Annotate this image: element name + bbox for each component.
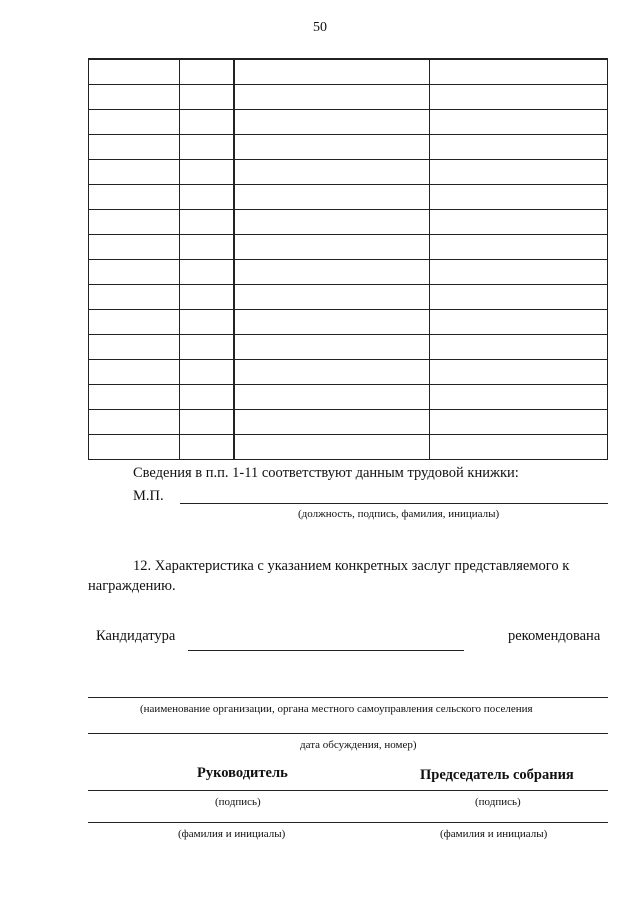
table-cell <box>430 135 608 160</box>
organization-line <box>88 697 608 698</box>
table-cell <box>180 59 234 85</box>
table-cell <box>180 110 234 135</box>
table-cell <box>430 285 608 310</box>
table-cell <box>234 210 430 235</box>
item12-line2: награждению. <box>88 578 176 594</box>
head-title: Руководитель <box>197 765 288 781</box>
table-row <box>89 235 608 260</box>
table-cell <box>234 360 430 385</box>
table-row <box>89 160 608 185</box>
table-cell <box>430 235 608 260</box>
table-cell <box>430 260 608 285</box>
table-cell <box>180 435 234 460</box>
table-cell <box>180 285 234 310</box>
table-cell <box>180 410 234 435</box>
chair-title: Председатель собрания <box>420 767 574 783</box>
table-row <box>89 85 608 110</box>
table-cell <box>234 85 430 110</box>
table-cell <box>89 435 180 460</box>
table-cell <box>234 235 430 260</box>
table-cell <box>234 160 430 185</box>
signature-caption: (должность, подпись, фамилия, инициалы) <box>298 508 500 520</box>
date-caption: дата обсуждения, номер) <box>300 739 417 751</box>
table-cell <box>234 59 430 85</box>
table-cell <box>180 185 234 210</box>
table-cell <box>430 435 608 460</box>
table-cell <box>89 85 180 110</box>
table-row <box>89 385 608 410</box>
table-cell <box>89 285 180 310</box>
table-cell <box>89 235 180 260</box>
table-cell <box>180 260 234 285</box>
table-row <box>89 335 608 360</box>
table-row <box>89 360 608 385</box>
table-cell <box>180 385 234 410</box>
table-cell <box>180 160 234 185</box>
table-cell <box>180 335 234 360</box>
table-cell <box>430 59 608 85</box>
chair-name-caption: (фамилия и инициалы) <box>440 828 548 840</box>
table-cell <box>180 135 234 160</box>
table-cell <box>89 260 180 285</box>
table-cell <box>430 360 608 385</box>
table-cell <box>234 185 430 210</box>
table-cell <box>89 385 180 410</box>
table-cell <box>89 59 180 85</box>
table-cell <box>89 185 180 210</box>
table-cell <box>234 110 430 135</box>
page-number: 50 <box>313 20 327 35</box>
candidacy-name-line <box>188 650 464 651</box>
chair-sign-caption: (подпись) <box>475 796 521 808</box>
labor-book-statement: Сведения в п.п. 1-11 соответствуют данным трудовой книжки: <box>133 465 519 481</box>
table-cell <box>89 110 180 135</box>
table-cell <box>234 260 430 285</box>
table-cell <box>234 310 430 335</box>
table-row <box>89 135 608 160</box>
table-cell <box>234 335 430 360</box>
table-cell <box>89 360 180 385</box>
candidacy-label: Кандидатура <box>96 628 176 644</box>
item12-line1: 12. Характеристика с указанием конкретных заслуг представляемого к <box>133 558 570 574</box>
table-row <box>89 185 608 210</box>
table-cell <box>89 310 180 335</box>
table-cell <box>89 210 180 235</box>
signature-line <box>180 503 608 504</box>
table-cell <box>234 435 430 460</box>
table-row <box>89 59 608 85</box>
table-cell <box>89 335 180 360</box>
organization-caption: (наименование организации, органа местного самоуправления сельского поселения <box>140 703 533 715</box>
table-cell <box>180 235 234 260</box>
head-sign-caption: (подпись) <box>215 796 261 808</box>
head-name-caption: (фамилия и инициалы) <box>178 828 286 840</box>
table-cell <box>180 210 234 235</box>
table-cell <box>234 135 430 160</box>
labor-record-table <box>88 58 608 460</box>
table-cell <box>234 385 430 410</box>
date-line <box>88 733 608 734</box>
table-cell <box>430 335 608 360</box>
table-row <box>89 210 608 235</box>
table-cell <box>89 160 180 185</box>
table-row <box>89 435 608 460</box>
table-cell <box>430 310 608 335</box>
table-cell <box>430 410 608 435</box>
table-row <box>89 110 608 135</box>
seal-label: М.П. <box>133 488 164 504</box>
table-cell <box>430 160 608 185</box>
table-cell <box>180 85 234 110</box>
table-cell <box>430 85 608 110</box>
table-cell <box>180 360 234 385</box>
table-cell <box>430 210 608 235</box>
table-cell <box>234 285 430 310</box>
table-cell <box>234 410 430 435</box>
table-row <box>89 410 608 435</box>
table-row <box>89 285 608 310</box>
table-row <box>89 260 608 285</box>
table-cell <box>430 385 608 410</box>
names-row-line <box>88 822 608 823</box>
table-cell <box>89 135 180 160</box>
signature-row-line <box>88 790 608 791</box>
table-cell <box>430 185 608 210</box>
table-cell <box>430 110 608 135</box>
table-row <box>89 310 608 335</box>
table-cell <box>89 410 180 435</box>
recommended-label: рекомендована <box>508 628 601 644</box>
table-cell <box>180 310 234 335</box>
